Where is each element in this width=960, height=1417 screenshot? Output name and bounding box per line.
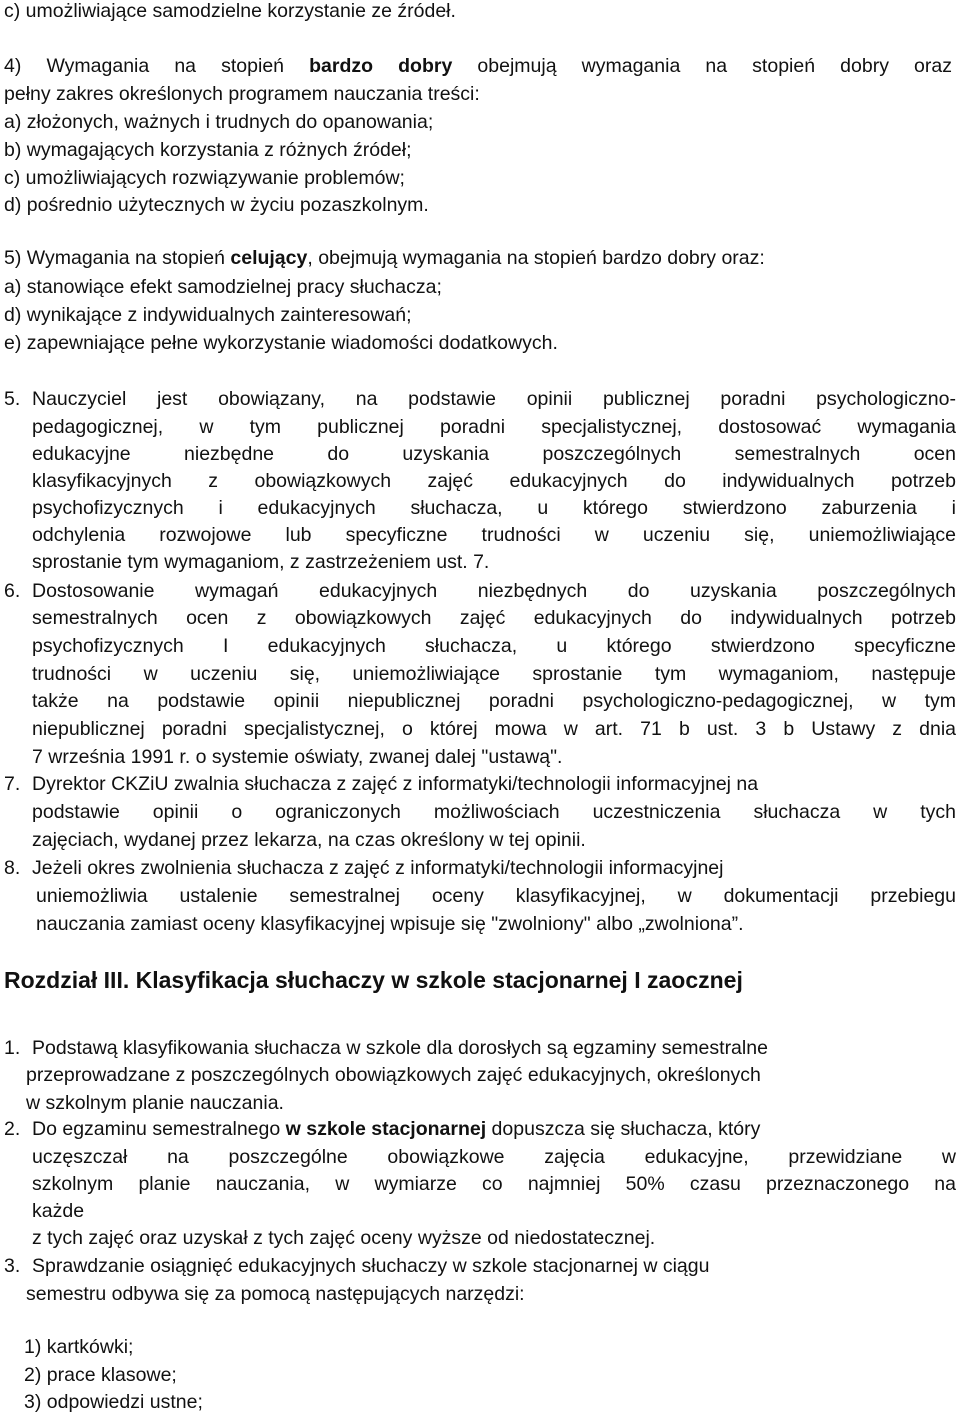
list-number: 1) xyxy=(24,1336,42,1358)
paragraph-line: uniemożliwia ustalenie semestralnej oceny klasyfikacyjnej, w dokumentacji przebiegu xyxy=(36,885,956,907)
list-item: c) umożliwiające samodzielne korzystanie ze źródeł. xyxy=(4,0,456,22)
paragraph-line: 7 września 1991 r. o systemie oświaty, zwanej dalej "ustawą". xyxy=(32,746,563,768)
paragraph-line: pełny zakres określonych programem nauczania treści: xyxy=(4,83,480,105)
paragraph-intro xyxy=(4,245,765,272)
chapter-heading: Rozdział III. Klasyfikacja słuchaczy w szkole stacjonarnej I zaocznej xyxy=(4,967,743,993)
text: 5) Wymagania na stopień xyxy=(4,247,231,269)
list-item: e) zapewniające pełne wykorzystanie wiadomości dodatkowych. xyxy=(4,332,558,354)
paragraph-line xyxy=(32,1116,760,1143)
paragraph-line: semestru odbywa się za pomocą następujących narzędzi: xyxy=(26,1283,525,1305)
paragraph-intro xyxy=(4,53,952,80)
list-label: odpowiedzi ustne; xyxy=(46,1391,203,1413)
paragraph-line: edukacyjne niezbędne do uzyskania poszczególnych semestralnych ocen xyxy=(32,443,956,465)
text: , obejmują wymagania na stopień bardzo dobry oraz: xyxy=(307,247,765,269)
text: dopuszcza się słuchacza, który xyxy=(486,1118,761,1140)
paragraph-line: zajęciach, wydanej przez lekarza, na czas określony w tej opinii. xyxy=(32,829,586,851)
section-number: 6. xyxy=(4,580,21,602)
paragraph-line: przeprowadzane z poszczególnych obowiązkowych zajęć edukacyjnych, określonych xyxy=(26,1064,761,1086)
text: obejmują wymagania na stopień dobry oraz xyxy=(452,55,952,77)
section-number: 1. xyxy=(4,1037,21,1059)
list-item: b) wymagających korzystania z różnych źródeł; xyxy=(4,139,412,161)
paragraph-line: Dostosowanie wymagań edukacyjnych niezbędnych do uzyskania poszczególnych xyxy=(32,580,956,602)
list-item: d) pośrednio użytecznych w życiu pozaszkolnym. xyxy=(4,194,429,216)
paragraph-line: szkolnym planie nauczania, w wymiarze co najmniej 50% czasu przeznaczonego na xyxy=(32,1173,956,1195)
paragraph-line: każde xyxy=(32,1200,85,1222)
paragraph-line: Nauczyciel jest obowiązany, na podstawie opinii publicznej poradni psychologiczno- xyxy=(32,388,956,410)
list-number: 2) xyxy=(24,1364,42,1386)
list-item: a) stanowiące efekt samodzielnej pracy słuchacza; xyxy=(4,276,442,298)
bold-text: bardzo dobry xyxy=(309,55,453,77)
paragraph-line: semestralnych ocen z obowiązkowych zajęć edukacyjnych do indywidualnych potrzeb xyxy=(32,607,956,629)
section-number: 3. xyxy=(4,1255,21,1277)
bold-text: celujący xyxy=(230,247,308,269)
list-item xyxy=(24,1334,133,1361)
paragraph-line: z tych zajęć oraz uzyskał z tych zajęć oceny wyższe od niedostatecznej. xyxy=(32,1227,656,1249)
paragraph-line: odchylenia rozwojowe lub specyficzne trudności w uczeniu się, uniemożliwiające xyxy=(32,524,956,546)
list-number: 3) xyxy=(24,1391,42,1413)
section-number: 7. xyxy=(4,773,21,795)
paragraph-line: Dyrektor CKZiU zwalnia słuchacza z zajęć z informatyki/technologii informacyjnej na xyxy=(32,773,759,795)
section-number: 5. xyxy=(4,388,21,410)
text: 4) Wymagania na stopień xyxy=(4,55,310,77)
paragraph-line: Podstawą klasyfikowania słuchacza w szkole dla dorosłych są egzaminy semestralne xyxy=(32,1037,768,1059)
paragraph-line: psychofizycznych I edukacyjnych słuchacza, u którego stwierdzono specyficzne xyxy=(32,635,956,657)
list-item xyxy=(24,1362,177,1389)
list-item: c) umożliwiających rozwiązywanie problemów; xyxy=(4,167,405,189)
paragraph-line: klasyfikacyjnych z obowiązkowych zajęć edukacyjnych do indywidualnych potrzeb xyxy=(32,470,956,492)
paragraph-line: w szkolnym planie nauczania. xyxy=(26,1092,284,1114)
list-label: prace klasowe; xyxy=(46,1364,177,1386)
paragraph-line: także na podstawie opinii niepublicznej poradni psychologiczno-pedagogicznej, w tym xyxy=(32,690,956,712)
paragraph-line: Sprawdzanie osiągnięć edukacyjnych słuchaczy w szkole stacjonarnej w ciągu xyxy=(32,1255,710,1277)
section-number: 2. xyxy=(4,1118,21,1140)
paragraph-line: pedagogicznej, w tym publicznej poradni specjalistycznej, dostosować wymagania xyxy=(32,416,956,438)
paragraph-line: sprostanie tym wymaganiom, z zastrzeżeniem ust. 7. xyxy=(32,551,490,573)
bold-text: w szkole stacjonarnej xyxy=(285,1118,487,1140)
section-number: 8. xyxy=(4,857,21,879)
list-item: d) wynikające z indywidualnych zainteresowań; xyxy=(4,304,412,326)
text: Do egzaminu semestralnego xyxy=(32,1118,286,1140)
list-item: a) złożonych, ważnych i trudnych do opanowania; xyxy=(4,111,434,133)
list-item xyxy=(24,1389,203,1416)
paragraph-line: uczęszczał na poszczególne obowiązkowe zajęcia edukacyjne, przewidziane w xyxy=(32,1146,956,1168)
paragraph-line: nauczania zamiast oceny klasyfikacyjnej wpisuje się "zwolniony" albo „zwolniona”. xyxy=(36,913,744,935)
paragraph-line: trudności w uczeniu się, uniemożliwiające sprostanie tym wymaganiom, następuje xyxy=(32,663,956,685)
paragraph-line: podstawie opinii o ograniczonych możliwościach uczestniczenia słuchacza w tych xyxy=(32,801,956,823)
paragraph-line: niepublicznej poradni specjalistycznej, o której mowa w art. 71 b ust. 3 b Ustawy z dnia xyxy=(32,718,956,740)
paragraph-line: Jeżeli okres zwolnienia słuchacza z zajęć z informatyki/technologii informacyjnej xyxy=(32,857,724,879)
paragraph-line: psychofizycznych i edukacyjnych słuchacza, u którego stwierdzono zaburzenia i xyxy=(32,497,956,519)
list-label: kartkówki; xyxy=(46,1336,134,1358)
